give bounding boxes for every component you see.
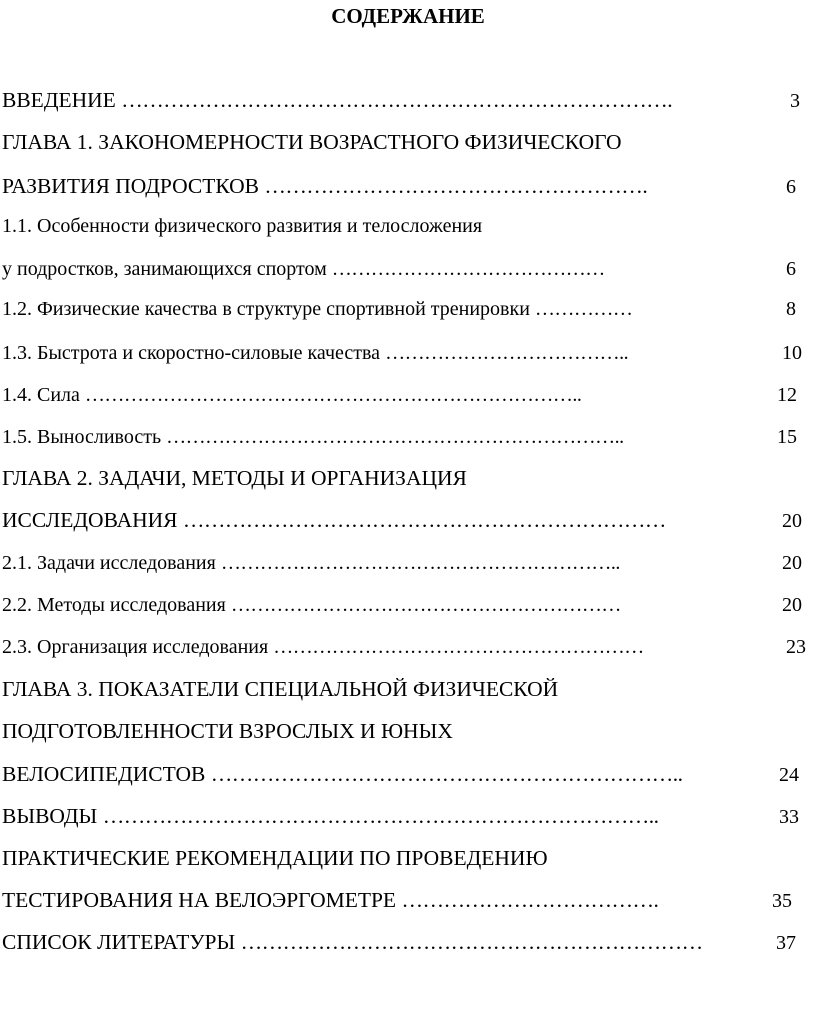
- toc-entry-section-1-5[interactable]: [2, 425, 624, 449]
- toc-entry-recommendations[interactable]: [2, 846, 548, 870]
- toc-entry-section-1-1-cont[interactable]: [2, 257, 605, 281]
- toc-entry-references[interactable]: [2, 930, 703, 954]
- toc-leader-dots: …………………………………………………………………..: [84, 384, 582, 406]
- toc-leader-dots: ……………………………………………………………………..: [102, 804, 659, 828]
- toc-page-number: 15: [777, 426, 797, 448]
- toc-page-number: 8: [786, 298, 796, 320]
- toc-entry-chapter-3-cont[interactable]: [2, 719, 453, 743]
- toc-page-number: 10: [782, 342, 802, 364]
- toc-entry-text: ВЕЛОСИПЕДИСТОВ: [2, 762, 206, 786]
- toc-entry-chapter-3[interactable]: [2, 677, 558, 701]
- toc-page-number: 6: [786, 176, 796, 198]
- toc-leader-dots: ……………………………………: [331, 258, 605, 280]
- toc-entry-chapter-2[interactable]: [2, 466, 467, 490]
- toc-leader-dots: …………………………………………………………..: [210, 762, 683, 786]
- toc-entry-chapter-2-cont[interactable]: [2, 508, 666, 532]
- toc-entry-text: 2.2. Методы исследования: [2, 594, 226, 616]
- toc-entry-section-1-1[interactable]: [2, 214, 482, 238]
- toc-leader-dots: ………………………………..: [385, 342, 629, 364]
- toc-leader-dots: ……………………………………………………………: [182, 508, 666, 532]
- toc-entry-section-1-4[interactable]: [2, 383, 581, 407]
- toc-entry-conclusions[interactable]: [2, 804, 658, 828]
- toc-page-number: 3: [790, 90, 800, 112]
- toc-entry-text: ВВЕДЕНИЕ: [2, 88, 116, 112]
- toc-entry-text: СПИСОК ЛИТЕРАТУРЫ: [2, 930, 236, 954]
- toc-page-number: 20: [782, 594, 802, 616]
- toc-entry-text: 1.1. Особенности физического развития и телосложения: [2, 215, 483, 237]
- toc-entry-text: ГЛАВА 3. ПОКАЗАТЕЛИ СПЕЦИАЛЬНОЙ ФИЗИЧЕСКОЙ: [2, 677, 559, 701]
- toc-entry-text: 1.3. Быстрота и скоростно-силовые качества: [2, 342, 381, 364]
- toc-page-number: 23: [786, 636, 806, 658]
- toc-entry-text: ВЫВОДЫ: [2, 804, 98, 828]
- toc-entry-chapter-1-cont[interactable]: [2, 174, 647, 198]
- toc-page-number: 12: [777, 384, 797, 406]
- toc-entry-text: ПРАКТИЧЕСКИЕ РЕКОМЕНДАЦИИ ПО ПРОВЕДЕНИЮ: [2, 846, 548, 870]
- toc-entry-text: 1.2. Физические качества в структуре спортивной тренировки: [2, 298, 530, 320]
- toc-entry-text: ТЕСТИРОВАНИЯ НА ВЕЛОЭРГОМЕТРЕ: [2, 888, 397, 912]
- toc-page-number: 33: [779, 806, 799, 828]
- toc-entry-text: 2.1. Задачи исследования: [2, 552, 216, 574]
- toc-entry-text: ИССЛЕДОВАНИЯ: [2, 508, 178, 532]
- toc-entry-text: ГЛАВА 1. ЗАКОНОМЕРНОСТИ ВОЗРАСТНОГО ФИЗИЧЕСКОГО: [2, 130, 622, 154]
- toc-entry-recommendations-cont[interactable]: [2, 888, 658, 912]
- toc-leader-dots: …………………………………………………………………….: [121, 88, 673, 112]
- toc-entry-text: у подростков, занимающихся спортом: [2, 258, 327, 280]
- toc-entry-introduction[interactable]: [2, 88, 672, 112]
- toc-leader-dots: ……………………………….: [401, 888, 659, 912]
- toc-entry-text: 1.4. Сила: [2, 384, 80, 406]
- toc-page-number: 37: [776, 932, 796, 954]
- toc-entry-section-2-1[interactable]: [2, 551, 620, 575]
- toc-entry-text: РАЗВИТИЯ ПОДРОСТКОВ: [2, 174, 260, 198]
- toc-entry-section-1-2[interactable]: [2, 297, 632, 321]
- toc-entry-section-2-2[interactable]: [2, 593, 621, 617]
- toc-leader-dots: …………………………………………………………: [240, 930, 703, 954]
- toc-entry-text: ГЛАВА 2. ЗАДАЧИ, МЕТОДЫ И ОРГАНИЗАЦИЯ: [2, 466, 467, 490]
- toc-entry-section-2-3[interactable]: [2, 635, 644, 659]
- toc-entry-section-1-3[interactable]: [2, 341, 628, 365]
- toc-leader-dots: ……………: [534, 298, 633, 320]
- toc-page-number: 24: [779, 764, 799, 786]
- toc-entry-chapter-3-cont-2[interactable]: [2, 762, 682, 786]
- toc-page-number: 20: [782, 552, 802, 574]
- toc-leader-dots: ……………………………………………………………..: [166, 426, 624, 448]
- toc-entry-text: 2.3. Организация исследования: [2, 636, 269, 658]
- toc-leader-dots: ……………………………………………………: [230, 594, 621, 616]
- toc-leader-dots: ……………………………………………………..: [220, 552, 620, 574]
- toc-page-number: 35: [772, 890, 792, 912]
- toc-entry-text: 1.5. Выносливость: [2, 426, 162, 448]
- toc-heading: СОДЕРЖАНИЕ: [331, 4, 485, 28]
- toc-page-number: 20: [782, 510, 802, 532]
- toc-page-number: 6: [786, 258, 796, 280]
- toc-leader-dots: …………………………………………………: [273, 636, 644, 658]
- toc-leader-dots: ……………………………………………….: [264, 174, 648, 198]
- toc-entry-chapter-1[interactable]: [2, 130, 622, 154]
- toc-entry-text: ПОДГОТОВЛЕННОСТИ ВЗРОСЛЫХ И ЮНЫХ: [2, 719, 453, 743]
